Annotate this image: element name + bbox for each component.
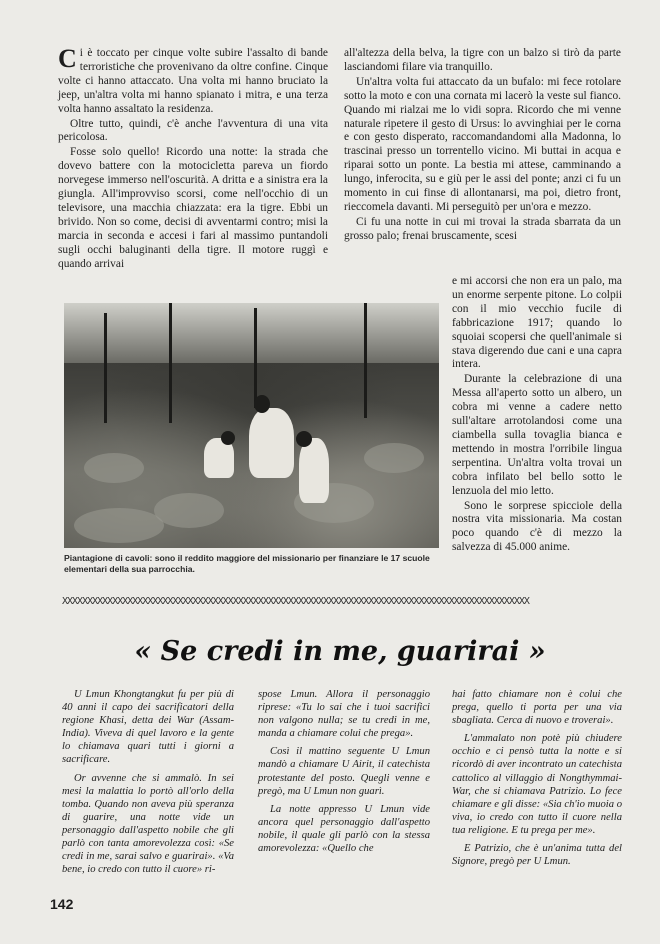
paragraph: spose Lmun. Allora il personaggio riprese: «Tu lo sai che i tuoi sacrifici non valgono nulla; se tu credi in me, manda a chiamare colui che prega». <box>258 689 430 740</box>
paragraph: Così il mattino seguente U Lmun mandò a chiamare U Airit, il catechista protestante del posto. Quegli venne e pregò, ma U Lmun non guarì. <box>258 746 430 797</box>
paragraph: Or avvenne che si ammalò. In sei mesi la malattia lo portò all'orlo della tomba. Quando non aveva più speranza di guarire, una notte vide un personaggio dall'aspetto nobile che gli parlò con tanta amorevolezza così: «Se credi in me, sarai salvo e guarirai». «Va bene, io credo con tutto il cuore» ri- <box>62 772 234 876</box>
paragraph: Durante la celebrazione di una Messa all'aperto sotto un albero, un cobra mi venne a cadere netto sull'altare arrotolandosi come una ciambella sulla tovaglia bianca e mettendo in mostra l'orribile lingua serpentina. Un'altra volta trovai un cobra infilato bel bello sotto le lenzuola del mio letto. <box>452 373 622 497</box>
photo-caption: Piantagione di cavoli: sono il reddito maggiore del missionario per finanziare le 17 scuole elementari della sua parrocchia. <box>64 553 430 574</box>
article-column-2 <box>344 47 621 245</box>
story-column-2 <box>258 688 430 860</box>
paragraph: Ci fu una notte in cui mi trovai la strada sbarrata da un grosso palo; frenai bruscamente, scesi <box>344 215 621 242</box>
paragraph: E Patrizio, che è un'anima tutta del Signore, pregò per U Lmun. <box>452 843 622 868</box>
paragraph: Oltre tutto, quindi, c'è anche l'avventura di una vita pericolosa. <box>58 117 328 144</box>
paragraph: Sono le sorprese spicciole della nostra vita missionaria. Ma costan poco quando c'è di mezzo la salvezza di 45.000 anime. <box>452 499 622 554</box>
paragraph: Un'altra volta fui attaccato da un bufalo: mi fece rotolare sotto la moto e con una cornata mi lacerò la veste sul fianco. Quando mi rialzai me lo vidi sopra. Ricordo che mi venne naturale ripetere il gesto di Ursus: lo avvinghiai per le corna e con gesto disperato, raccomandandomi alla Madonna, lo trascinai presso un torrentello vicino. Mi buttai in acqua e riparai sotto un ponte. La bestia mi attese, camminando a lungo, inferocita, su e giù per le assi del ponte; anzi ci fu un momento in cui finse di allontanarsi, ma poi, dietro front, rieccomela davanti. Mi perseguitò per un'ora e mezzo. <box>344 75 621 213</box>
paragraph: all'altezza della belva, la tigre con un balzo si tirò da parte lasciandomi filare via tranquillo. <box>344 47 621 73</box>
story-headline: « Se credi in me, guarirai » <box>134 636 546 667</box>
story-column-1 <box>62 688 234 881</box>
paragraph: Ci è toccato per cinque volte subire l'assalto di bande terroristiche che provenivano da oltre confine. Cinque volte ci hanno attaccato. Una volta mi hanno bruciato la jeep, un'altra volta mi hanno spianato i mitra, e una terza volta hanno assaltato la residenza. <box>58 44 328 115</box>
ornamental-divider: XXXXXXXXXXXXXXXXXXXXXXXXXXXXXXXXXXXXXXXXXXXXXXXXXXXXXXXXXXXXXXXXXXXXXXXXXXXXXXXXXXXXXXXXXXXXX <box>62 597 529 606</box>
paragraph: e mi accorsi che non era un palo, ma un enorme serpente pitone. Lo colpii con il mio vecchio fucile di fabbricazione 1917; quando lo squoiai scopersi che quell'animale si stava digerendo due cani e una capra intera. <box>452 275 622 371</box>
paragraph: L'ammalato non potè più chiudere occhio e ci pensò tutta la notte e si ricordò di aver incontrato un catechista cattolico al villaggio di Nongthymmai-War, che si chiamava Patrizio. Lo fece chiamare e gli disse: «Sia ch'io muoia o viva, io credo con tutto il cuore nella tua religione. E tu prega per me». <box>452 733 622 836</box>
page-number: 142 <box>50 896 74 912</box>
article-column-2-wrap <box>452 275 622 556</box>
paragraph: Fosse solo quello! Ricordo una notte: la strada che dovevo battere con la motocicletta pareva un fiordo norvegese immerso nell'oscurità. A dritta e a sinistra era la giungla. All'improvviso scorsi, come nell'occhio di un televisore, una macchia chiazzata: era la tigre. Ebbi un brivido. Non so come, decisi di avventarmi contro; misi la marcia in seconda e accesi i fari al massimo puntandoli sugli occhi baluginanti della tigre. Il motore ruggì e quando arrivai <box>58 146 328 270</box>
article-column-1 <box>58 44 328 273</box>
story-column-3 <box>452 688 622 873</box>
paragraph: U Lmun Khongtangkut fu per più di 40 anni il capo dei sacrificatori della regione Khasi, detta dei War (Assam-India). Viveva di quel lavoro e la gente lo chiamava quari tutti i giorni a sacrificare. <box>62 689 234 766</box>
cabbage-plantation-photo <box>64 303 439 548</box>
paragraph: hai fatto chiamare non è colui che prega, quello ti porta per una via sbagliata. Cerca di nuovo e troverai». <box>452 689 622 727</box>
drop-cap: C <box>58 44 77 73</box>
paragraph: La notte appresso U Lmun vide ancora quel personaggio dall'aspetto nobile, il quale gli parlò con la stessa amorevolezza: «Quello che <box>258 803 430 855</box>
